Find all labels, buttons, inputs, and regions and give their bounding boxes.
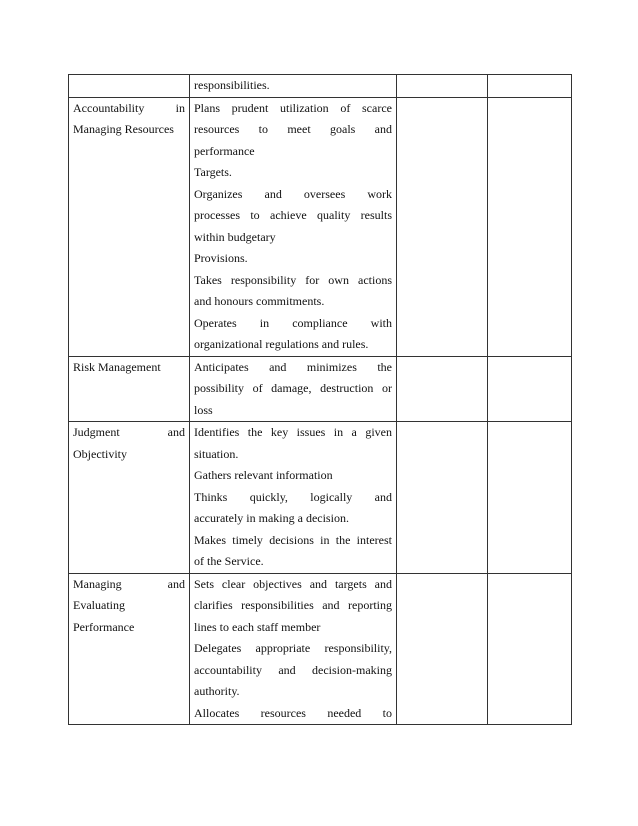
competency-cell bbox=[69, 573, 190, 725]
competency-line: Risk Management bbox=[73, 359, 161, 374]
comment-cell bbox=[488, 422, 572, 574]
indicator-line: Anticipates and minimizes the bbox=[194, 359, 392, 374]
comment-cell bbox=[488, 573, 572, 725]
competency-line: Performance bbox=[73, 619, 135, 634]
indicator-line: Sets clear objectives and targets and bbox=[194, 576, 392, 591]
rating-cell bbox=[397, 573, 488, 725]
table-row bbox=[69, 573, 572, 725]
rating-cell bbox=[397, 422, 488, 574]
indicator-line: processes to achieve quality results bbox=[194, 208, 392, 222]
indicator-line: Allocates resources needed to bbox=[194, 705, 392, 720]
indicator-line: authority. bbox=[194, 684, 240, 698]
indicator-line: loss bbox=[194, 402, 213, 417]
indicator-line: accurately in making a decision. bbox=[194, 511, 349, 525]
indicator-line: Organizes and oversees work bbox=[194, 186, 392, 201]
competency-line: Objectivity bbox=[73, 446, 127, 461]
indicator-line: Delegates appropriate responsibility, bbox=[194, 641, 392, 655]
indicator-cell bbox=[190, 573, 397, 725]
comment-cell bbox=[488, 97, 572, 356]
competency-line: Evaluating bbox=[73, 598, 125, 612]
table-row bbox=[69, 97, 572, 356]
indicator-cell bbox=[190, 97, 397, 356]
indicator-line: Takes responsibility for own actions bbox=[194, 272, 392, 287]
competency-line: Accountability in bbox=[73, 100, 185, 115]
table-row bbox=[69, 75, 572, 98]
indicator-line: clarifies responsibilities and reporting bbox=[194, 598, 392, 612]
competency-cell bbox=[69, 75, 190, 98]
indicator-line: Provisions. bbox=[194, 251, 248, 265]
comment-cell bbox=[488, 356, 572, 422]
comment-cell bbox=[488, 75, 572, 98]
indicator-line: performance bbox=[194, 143, 255, 158]
indicator-line: Thinks quickly, logically and bbox=[194, 489, 392, 504]
competency-line: Managing Resources bbox=[73, 122, 174, 136]
competency-cell bbox=[69, 422, 190, 574]
indicator-line: accountability and decision-making bbox=[194, 662, 392, 677]
indicator-cell bbox=[190, 356, 397, 422]
indicator-line: Plans prudent utilization of scarce bbox=[194, 100, 392, 115]
indicator-line: within budgetary bbox=[194, 229, 276, 244]
indicator-line: possibility of damage, destruction or bbox=[194, 381, 392, 395]
table-body bbox=[69, 75, 572, 725]
rating-cell bbox=[397, 75, 488, 98]
table-row bbox=[69, 422, 572, 574]
table-row bbox=[69, 356, 572, 422]
rating-cell bbox=[397, 97, 488, 356]
indicator-line: and honours commitments. bbox=[194, 294, 325, 308]
competency-table bbox=[68, 74, 572, 725]
indicator-cell bbox=[190, 75, 397, 98]
competency-cell bbox=[69, 97, 190, 356]
indicator-line: responsibilities. bbox=[194, 78, 270, 92]
indicator-cell bbox=[190, 422, 397, 574]
indicator-line: organizational regulations and rules. bbox=[194, 337, 369, 351]
indicator-line: Targets. bbox=[194, 165, 232, 179]
competency-cell bbox=[69, 356, 190, 422]
indicator-line: situation. bbox=[194, 446, 239, 461]
indicator-line: resources to meet goals and bbox=[194, 122, 392, 136]
indicator-line: Identifies the key issues in a given bbox=[194, 425, 392, 439]
indicator-line: Gathers relevant information bbox=[194, 468, 333, 482]
indicator-line: Makes timely decisions in the interest bbox=[194, 532, 392, 547]
rating-cell bbox=[397, 356, 488, 422]
indicator-line: lines to each staff member bbox=[194, 619, 321, 634]
indicator-line: Operates in compliance with bbox=[194, 315, 392, 330]
indicator-line: of the Service. bbox=[194, 554, 264, 568]
competency-line: Managing and bbox=[73, 576, 185, 591]
competency-line: Judgment and bbox=[73, 425, 185, 439]
